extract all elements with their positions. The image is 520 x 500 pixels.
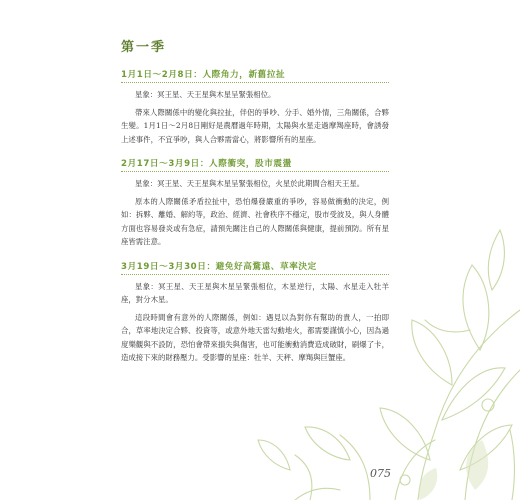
chapter-title: 第一季	[121, 40, 167, 55]
section-heading: 3月19日～3月30日：避免好高騖遠、草率決定	[121, 260, 389, 275]
astrology-paragraph: 星象：冥王星、天王星與木星呈緊張相位。	[135, 90, 276, 99]
section-heading: 1月1日～2月8日：人際角力，新舊拉扯	[121, 68, 389, 83]
body-paragraph: 帶來人際關係中的變化與拉扯，伴侶的爭吵、分手、婚外情，三角關係，合夥生變。1月1日～2月8日剛好是農曆過年時期，太陽與水星走過摩羯座時，會誘發上述事件，不宜爭吵，與人合夥需當心，將影響所有的星座。	[121, 107, 389, 144]
section-heading: 2月17日～3月9日：人際衝突，股市震盪	[121, 157, 389, 172]
page-number: 075	[370, 467, 391, 480]
main-content	[121, 36, 389, 376]
astrology-paragraph: 星象：冥王星、天王星與木星呈緊張相位，木星逆行，太陽、水星走入牡羊座，對分木星。	[121, 281, 389, 304]
astrology-paragraph: 星象：冥王星、天王星與木星呈緊張相位，火星於此期間合相天王星。	[135, 179, 365, 188]
body-paragraph: 原本的人際關係矛盾拉扯中，恐怕爆發嚴重的爭吵，容易做衝動的決定，例如：拆夥、離婚、解約等，政治、經濟、社會秩序不穩定，股市受波及，與人身體方面也容易發炎或有急症，請預先關注自己的人際關係與健康，提前預防。所有星座皆需注意。	[121, 196, 389, 246]
section-1	[121, 68, 389, 146]
section-2	[121, 157, 389, 249]
section-3	[121, 260, 389, 365]
body-paragraph: 這段時間會有意外的人際關係，例如：遇見以為對你有幫助的貴人，一拍即合，草率地決定合夥、投資等，或意外地天雷勾動地火，都需要謹慎小心，因為過度樂觀與不設防，恐怕會帶來損失與傷害，也可能衝動消費造成破財，刷爆了卡，造成接下來的財務壓力。受影響的星座：牡羊、天秤、摩羯與巨蟹座。	[121, 312, 389, 362]
